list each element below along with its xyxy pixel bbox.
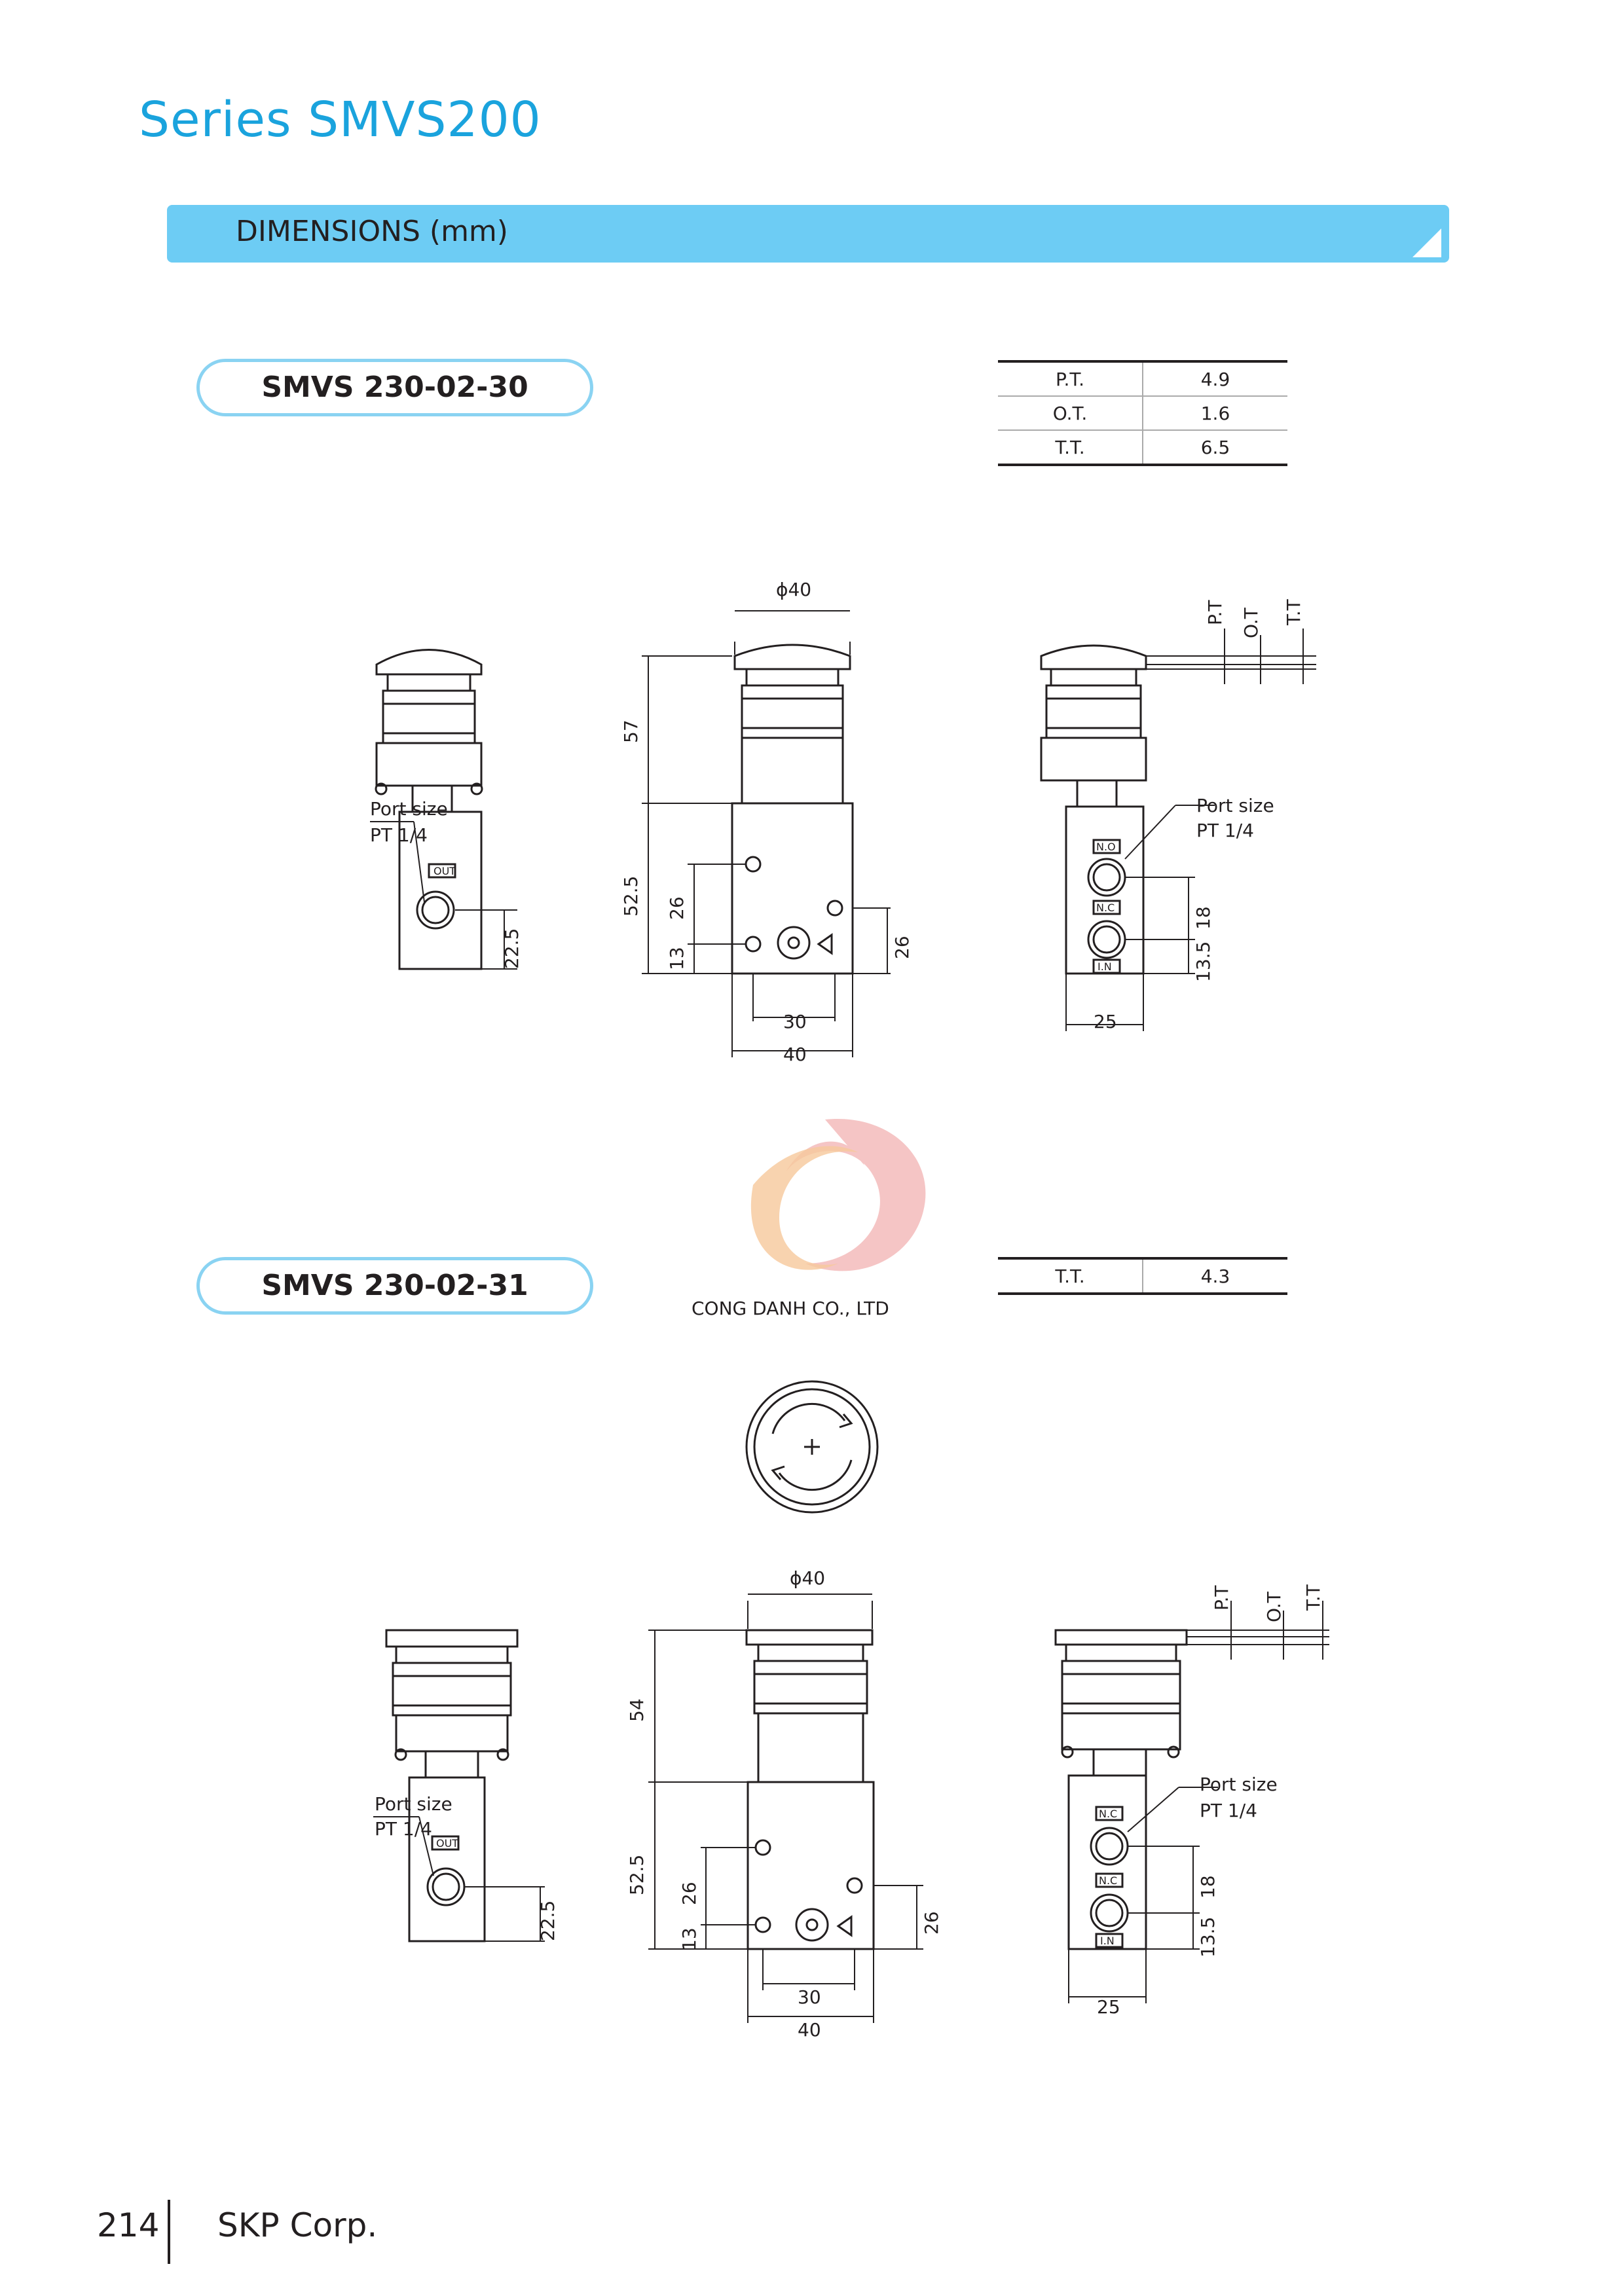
mushroom-cap [735,645,850,669]
footer-divider [168,2200,170,2264]
dim-26-right: 26 [921,1911,942,1935]
dim-13-5: 13.5 [1192,941,1214,982]
spec-table-2 [998,1257,1287,1295]
table-row [998,361,1287,396]
dim-52-5: 52.5 [620,875,642,917]
pt-label: P.T [1211,1585,1232,1611]
dim-13: 13 [666,947,688,970]
tt-label: T.T [1283,599,1304,625]
spec-label: P.T. [998,361,1143,396]
out-port-label: OUT [434,865,456,877]
dim-26-left: 26 [666,896,688,920]
dim-30: 30 [798,1986,821,2008]
port-size-label: Port size [370,798,448,820]
spec-value: 4.9 [1143,361,1287,396]
nc-port-label: N.C [1099,1874,1118,1887]
dim-30: 30 [783,1011,807,1032]
dim-57: 57 [620,720,642,743]
technical-drawing-1 [262,563,1375,1087]
port-size-value: PT 1/4 [1196,820,1254,841]
no-port-label: N.O [1096,841,1116,853]
port-size-value: PT 1/4 [1200,1800,1257,1821]
port-size-value: PT 1/4 [375,1818,432,1840]
dim-52-5: 52.5 [626,1854,648,1895]
mushroom-cap [377,650,481,675]
watermark-text: CONG DANH CO., LTD [692,1298,889,1319]
model-name: SMVS 230-02-31 [261,1269,528,1302]
spec-value: 4.3 [1143,1258,1287,1294]
port-size-label: Port size [1200,1774,1278,1795]
model-pill-1 [196,359,593,416]
in-port-label: I.N [1098,960,1112,973]
port-size-value: PT 1/4 [370,824,428,846]
mushroom-cap [747,1630,872,1645]
nc-port-label: N.C [1096,902,1115,914]
dim-25: 25 [1094,1011,1117,1032]
dim-13-5: 13.5 [1197,1916,1219,1958]
tt-label: T.T [1302,1584,1324,1611]
dim-13: 13 [678,1927,700,1951]
model-name: SMVS 230-02-30 [261,371,528,404]
mushroom-cap [1041,646,1146,669]
dim-22-5: 22.5 [537,1900,559,1941]
section-title: DIMENSIONS (mm) [236,215,508,248]
mushroom-cap [386,1630,517,1647]
ot-label: O.T [1263,1592,1285,1622]
dim-26-right: 26 [891,936,913,959]
out-port-label: OUT [436,1837,459,1850]
dim-phi-40: ϕ40 [776,579,812,600]
dim-54: 54 [626,1698,648,1722]
dim-18: 18 [1197,1875,1219,1899]
page-number: 214 [97,2206,160,2244]
pt-label: P.T [1204,600,1226,625]
table-row [998,396,1287,430]
dim-phi-40: ϕ40 [790,1567,826,1589]
spec-label: O.T. [998,396,1143,430]
port-size-label: Port size [1196,795,1274,816]
spec-value: 1.6 [1143,396,1287,430]
dim-26-left: 26 [678,1882,700,1905]
technical-drawing-2 [262,1539,1375,2062]
spec-table-1 [998,360,1287,466]
dim-18: 18 [1192,906,1214,930]
dim-25: 25 [1097,1996,1120,2018]
dim-22-5: 22.5 [501,928,523,969]
banner-corner-mark [1412,228,1441,257]
series-title: Series SMVS200 [139,92,542,148]
port-size-label: Port size [375,1793,452,1815]
model-pill-2 [196,1257,593,1315]
table-row [998,430,1287,465]
company-name: SKP Corp. [217,2206,378,2244]
in-port-label: I.N [1100,1935,1115,1947]
spec-label: T.T. [998,430,1143,465]
ot-label: O.T [1240,608,1262,638]
twist-button-top-view [733,1368,891,1525]
spec-value: 6.5 [1143,430,1287,465]
nc-port-label: N.C [1099,1808,1118,1820]
spec-label: T.T. [998,1258,1143,1294]
mushroom-cap [1056,1630,1187,1645]
dim-40: 40 [783,1044,807,1065]
watermark-logo [688,1106,963,1322]
table-row [998,1258,1287,1294]
dim-40: 40 [798,2019,821,2041]
